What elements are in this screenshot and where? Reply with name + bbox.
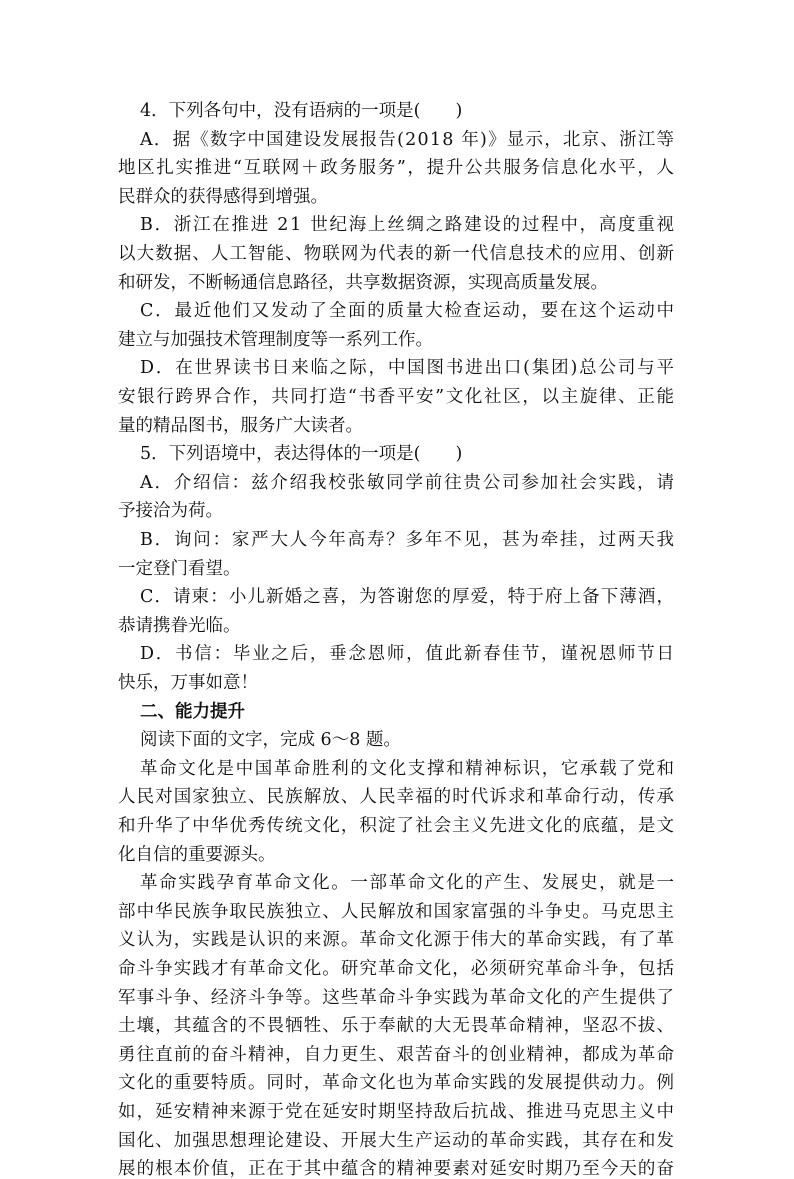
q5-option-a-line-2: 予接洽为荷。 xyxy=(118,501,223,521)
passage-p2-line-4: 命斗争实践才有革命文化。研究革命文化，必须研究革命斗争，包括 xyxy=(118,959,676,979)
question-5-stem: 5．下列语境中，表达得体的一项是( ) xyxy=(140,444,463,464)
passage-p2-line-1: 革命实践孕育革命文化。一部革命文化的产生、发展史，就是一 xyxy=(140,873,676,893)
q4-option-d-line-2: 安银行跨界合作，共同打造“书香平安”文化社区，以主旋律、正能 xyxy=(118,387,676,407)
reading-instruction: 阅读下面的文字，完成 6～8 题。 xyxy=(140,730,401,750)
passage-p1-line-1: 革命文化是中国革命胜利的文化支撑和精神标识，它承载了党和 xyxy=(140,759,676,779)
q5-option-b-line-2: 一定登门看望。 xyxy=(118,559,241,579)
q5-option-b-line-1: B．询问：家严大人今年高寿？多年不见，甚为牵挂，过两天我 xyxy=(140,530,676,550)
passage-p1-line-4: 化自信的重要源头。 xyxy=(118,845,276,865)
passage-p2-line-10: 国化、加强思想理论建设、开展大生产运动的革命实践，其存在和发 xyxy=(118,1131,676,1151)
passage-p2-line-8: 文化的重要特质。同时，革命文化也为革命实践的发展提供动力。例 xyxy=(118,1073,676,1093)
q5-option-d-line-1: D．书信：毕业之后，垂念恩师，值此新春佳节，谨祝恩师节日 xyxy=(140,644,676,664)
passage-p2-line-2: 部中华民族争取民族独立、人民解放和国家富强的斗争史。马克思主 xyxy=(118,902,676,922)
q4-option-a-line-1: A．据《数字中国建设发展报告(2018 年)》显示，北京、浙江等 xyxy=(140,130,676,150)
q4-option-a-line-3: 民群众的获得感得到增强。 xyxy=(118,187,328,207)
q4-option-b-line-2: 以大数据、人工智能、物联网为代表的新一代信息技术的应用、创新 xyxy=(118,244,676,264)
passage-p2-line-7: 勇往直前的奋斗精神，自力更生、艰苦奋斗的创业精神，都成为革命 xyxy=(118,1045,676,1065)
passage-p2-line-9: 如，延安精神来源于党在延安时期坚持敌后抗战、推进马克思主义中 xyxy=(118,1102,676,1122)
section-heading: 二、能力提升 xyxy=(140,702,245,722)
q4-option-d-line-3: 量的精品图书，服务广大读者。 xyxy=(118,416,363,436)
q4-option-b-line-1: B．浙江在推进 21 世纪海上丝绸之路建设的过程中，高度重视 xyxy=(140,215,676,235)
q5-option-c-line-1: C．请柬：小儿新婚之喜，为答谢您的厚爱，特于府上备下薄酒， xyxy=(140,587,676,607)
question-4-stem: 4．下列各句中，没有语病的一项是( ) xyxy=(140,101,463,121)
passage-p1-line-3: 和升华了中华优秀传统文化，积淀了社会主义先进文化的底蕴，是文 xyxy=(118,816,676,836)
q5-option-a-line-1: A．介绍信：兹介绍我校张敏同学前往贵公司参加社会实践，请 xyxy=(140,473,676,493)
q4-option-c-line-2: 建立与加强技术管理制度等一系列工作。 xyxy=(118,330,433,350)
passage-p2-line-5: 军事斗争、经济斗争等。这些革命斗争实践为革命文化的产生提供了 xyxy=(118,988,676,1008)
q4-option-b-line-3: 和研发，不断畅通信息路径，共享数据资源，实现高质量发展。 xyxy=(118,273,608,293)
passage-p2-line-6: 土壤，其蕴含的不畏牺牲、乐于奉献的大无畏革命精神，坚忍不拔、 xyxy=(118,1016,676,1036)
passage-p2-line-3: 义认为，实践是认识的来源。革命文化源于伟大的革命实践，有了革 xyxy=(118,930,676,950)
q4-option-c-line-1: C．最近他们又发动了全面的质量大检查运动，要在这个运动中 xyxy=(140,301,676,321)
q5-option-c-line-2: 恭请携眷光临。 xyxy=(118,616,241,636)
q4-option-a-line-2: 地区扎实推进“互联网＋政务服务”，提升公共服务信息化水平，人 xyxy=(118,158,676,178)
passage-p1-line-2: 人民对国家独立、民族解放、人民幸福的时代诉求和革命行动，传承 xyxy=(118,787,676,807)
q5-option-d-line-2: 快乐，万事如意！ xyxy=(118,673,258,693)
q4-option-d-line-1: D．在世界读书日来临之际，中国图书进出口(集团)总公司与平 xyxy=(140,358,676,378)
passage-p2-line-11: 展的根本价值，正在于其中蕴含的精神要素对延安时期乃至今天的奋 xyxy=(118,1159,676,1179)
